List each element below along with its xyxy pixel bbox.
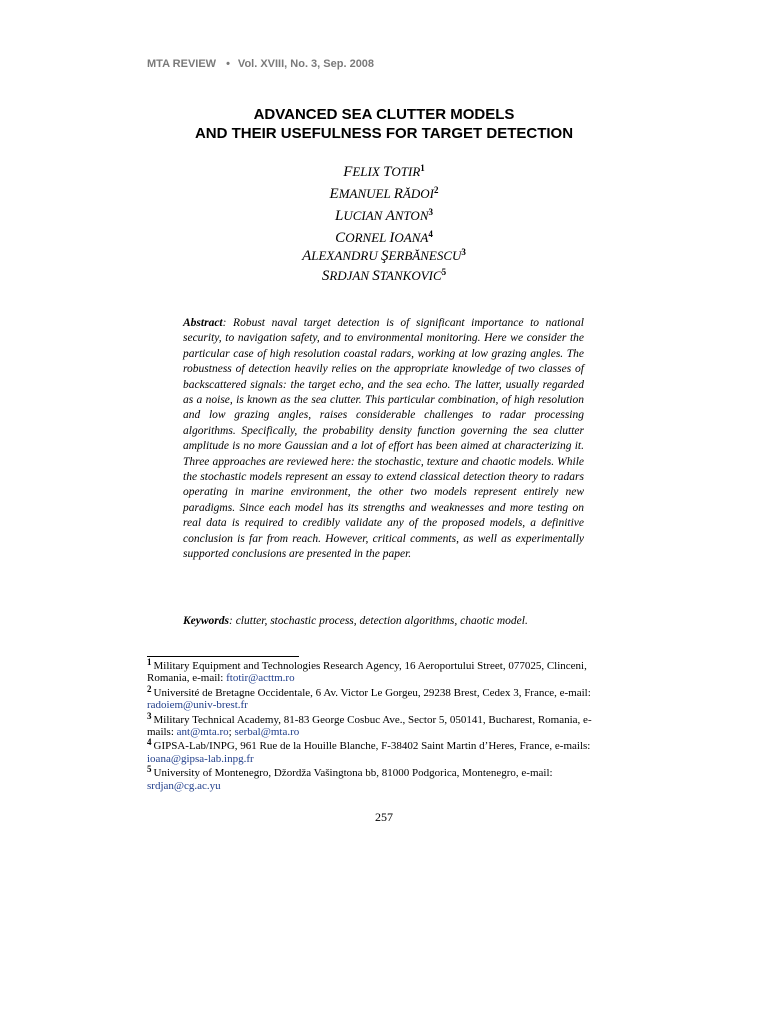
paper-title-line-2: AND THEIR USEFULNESS FOR TARGET DETECTION bbox=[194, 125, 574, 142]
email-link[interactable]: ftotir@acttm.ro bbox=[226, 672, 295, 685]
abstract bbox=[183, 316, 584, 563]
abstract-label: Abstract bbox=[183, 317, 223, 329]
page-number: 257 bbox=[375, 810, 393, 824]
email-link[interactable]: ioana@gipsa-lab.inpg.fr bbox=[147, 752, 254, 765]
email-link[interactable]: srdjan@cg.ac.yu bbox=[147, 779, 221, 792]
issue-info: Vol. XVIII, No. 3, Sep. 2008 bbox=[237, 58, 375, 70]
keywords bbox=[183, 615, 593, 627]
email-link[interactable]: serbal@mta.ro bbox=[234, 726, 300, 739]
running-header bbox=[147, 58, 374, 70]
journal-name: MTA REVIEW bbox=[147, 58, 217, 70]
footnote-2: $^2$ Université de Bretagne Occidentale, 6 Av. Victor Le Gorgeu, 29238 Brest, Cedex 3, France, e-mail: radoiem@univ-brest.fr bbox=[147, 683, 591, 712]
keywords-text: : clutter, stochastic process, detection algorithms, chaotic model. bbox=[229, 615, 528, 627]
footnote-1: $^1$ Military Equipment and Technologies Research Agency, 16 Aeroportului Street, 077025, Clinceni, Romania, e-mail: ftotir@acttm.ro bbox=[147, 657, 587, 685]
footnote-divider bbox=[147, 656, 299, 657]
email-link[interactable]: ant@mta.ro bbox=[176, 726, 229, 739]
author-5: ALEXANDRU ŞERBĂNESCU$^3$ bbox=[302, 247, 466, 264]
footnotes bbox=[147, 657, 617, 794]
author-6: SRDJAN STANKOVIC$^5$ bbox=[321, 267, 447, 284]
keywords-label: Keywords bbox=[183, 615, 229, 627]
paper-title-line-1: ADVANCED SEA CLUTTER MODELS bbox=[253, 106, 515, 123]
author-3: LUCIAN ANTON$^3$ bbox=[335, 207, 433, 224]
email-link[interactable]: radoiem@univ-brest.fr bbox=[147, 699, 248, 712]
author-1: FELIX TOTIR$^1$ bbox=[343, 163, 425, 180]
author-2: EMANUEL RĂDOI$^2$ bbox=[329, 185, 439, 202]
footnote-5: $^5$ University of Montenegro, Džordža Vašingtona bb, 81000 Podgorica, Montenegro, e-mail: srdjan@cg.ac.yu bbox=[147, 764, 553, 792]
bullet-icon: • bbox=[226, 58, 230, 70]
abstract-text: : Robust naval target detection is of significant importance to national security, to navigation safety, and to environmental monitoring. Here we consider the particular case of high resolution coastal radars, working at low grazing angles. The robustness of detection heavily relies on the appropriate knowledge of two classes of backscattered signals: the target echo, and the sea echo. The latter, usually regarded as a noise, is known as the sea clutter. This particular combination, of high resolution and low grazing angles, raises considerable challenges to radar processing algorithms. Specifically, the probability density function governing the sea clutter amplitude is no more Gaussian and a lot of effort has been aimed at characterizing it. Three approaches are reviewed here: the stochastic, texture and chaotic models. While the stochastic models represent an essay to extend classical detection theory to radars operating in marine environment, the other two models represent entirely new paradigms. Since each model has its strengths and weaknesses and more testing on real data is required to credibly validate any of the proposed models, a definitive conclusion is far from reach. However, critical comments, as well as experimentally supported conclusions are presented in the paper. bbox=[183, 317, 584, 561]
footnote-4: $^4$ GIPSA-Lab/INPG, 961 Rue de la Houille Blanche, F-38402 Saint Martin d’Heres, France, e-mails: ioana@gipsa-lab.inpg.fr bbox=[147, 737, 591, 765]
footnote-3: $^3$ Military Technical Academy, 81-83 George Cosbuc Ave., Sector 5, 050141, Bucharest, Romania, e-mails: ant@mta.ro; serbal@mta.ro bbox=[147, 710, 592, 739]
author-4: CORNEL IOANA$^4$ bbox=[335, 229, 433, 246]
